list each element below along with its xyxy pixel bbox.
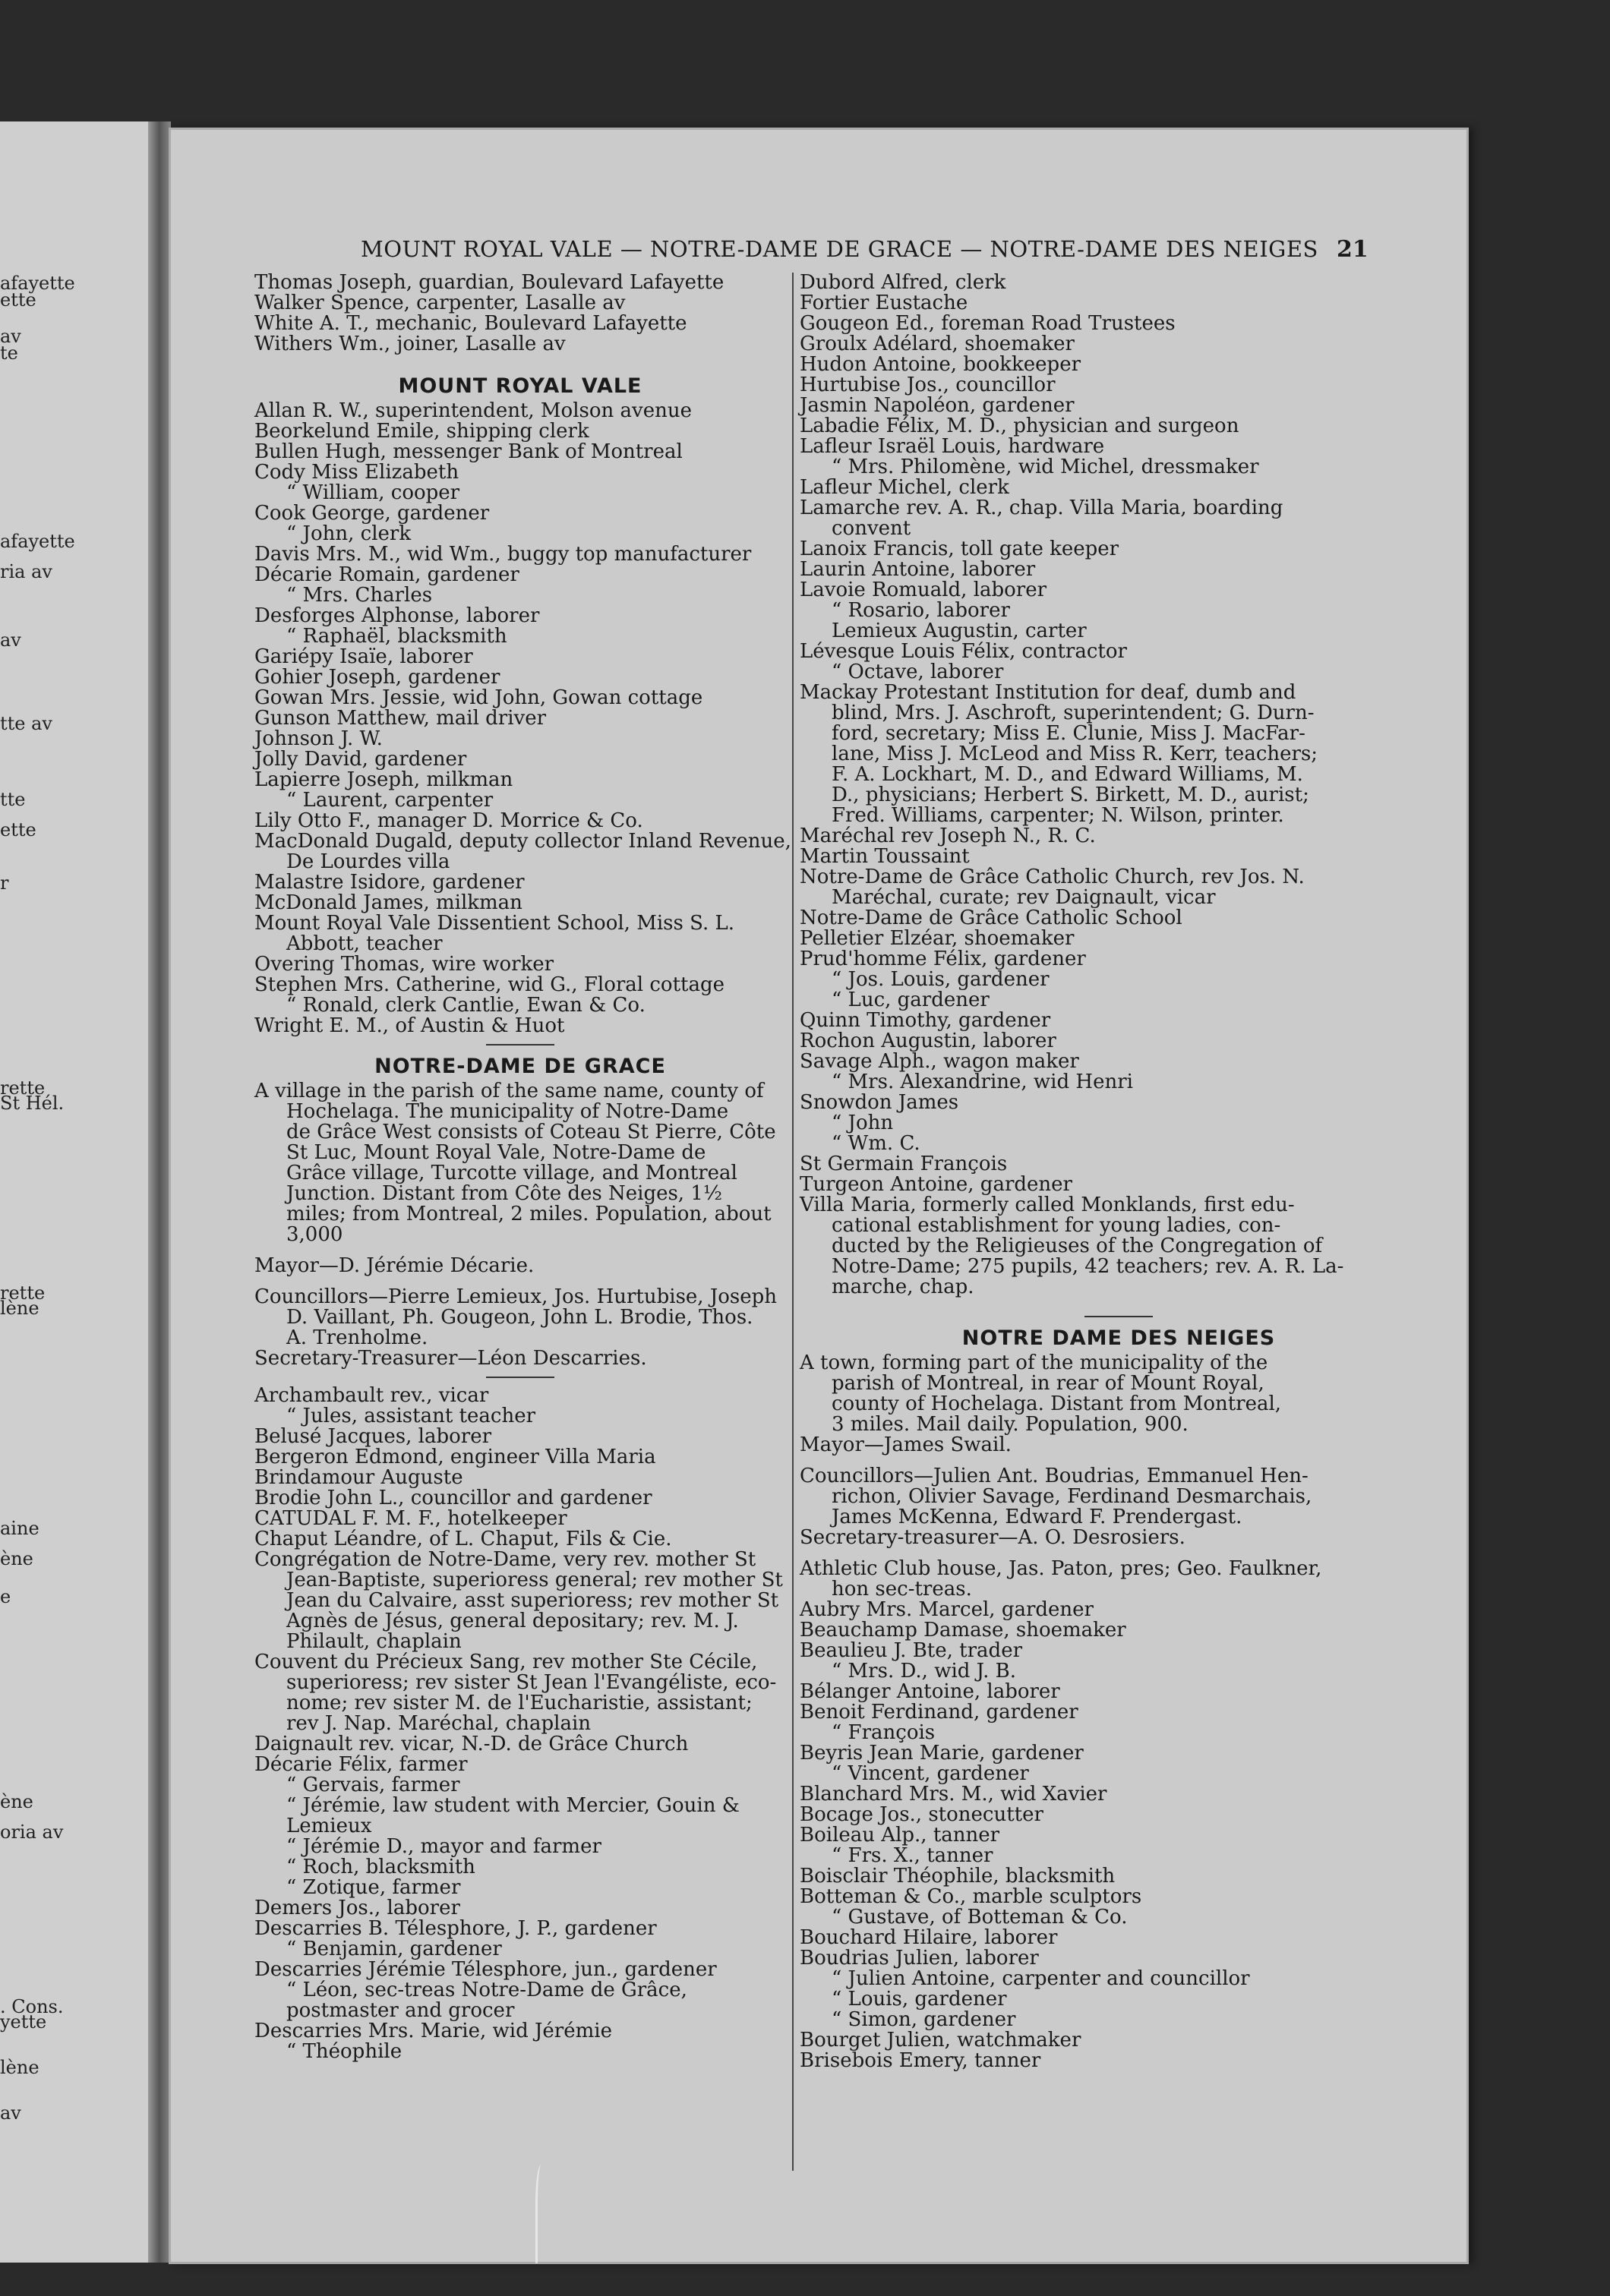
directory-entry: “ Gustave, of Botteman & Co. bbox=[832, 1906, 1128, 1929]
town-description: A town, forming part of the municipality of the bbox=[800, 1351, 1268, 1374]
town-description: 3,000 bbox=[286, 1223, 343, 1246]
directory-entry: Laurin Antoine, laborer bbox=[800, 558, 1036, 581]
left-page-edge bbox=[0, 121, 153, 2263]
directory-entry: D., physicians; Herbert S. Birkett, M. D., aurist; bbox=[832, 784, 1309, 806]
directory-entry: Gohier Joseph, gardener bbox=[254, 666, 500, 689]
town-description: county of Hochelaga. Distant from Montreal, bbox=[832, 1392, 1282, 1415]
directory-entry: Desforges Alphonse, laborer bbox=[254, 604, 540, 627]
directory-entry: “ Luc, gardener bbox=[832, 989, 990, 1011]
section-heading: NOTRE DAME DES NEIGES bbox=[961, 1326, 1276, 1350]
left-page-fragment: . Cons. bbox=[0, 1996, 64, 2017]
directory-entry: Notre-Dame; 275 pupils, 42 teachers; rev. A. R. La- bbox=[832, 1255, 1344, 1278]
left-page-fragment: te bbox=[0, 342, 18, 364]
directory-entry: blind, Mrs. J. Aschroft, superintendent; G. Durn- bbox=[832, 702, 1315, 724]
town-description: Junction. Distant from Côte des Neiges, 1½ bbox=[286, 1182, 723, 1205]
directory-entry: Turgeon Antoine, gardener bbox=[800, 1173, 1072, 1196]
directory-entry: “ Ronald, clerk Cantlie, Ewan & Co. bbox=[286, 994, 646, 1017]
directory-entry: F. A. Lockhart, M. D., and Edward Williams, M. bbox=[832, 763, 1303, 786]
directory-entry: “ Théophile bbox=[286, 2040, 402, 2063]
directory-entry: Fred. Williams, carpenter; N. Wilson, printer. bbox=[832, 804, 1284, 827]
directory-entry: Prud'homme Félix, gardener bbox=[800, 948, 1086, 970]
directory-entry: Brisebois Emery, tanner bbox=[800, 2049, 1041, 2072]
town-description: de Grâce West consists of Coteau St Pierre, Côte bbox=[286, 1121, 776, 1143]
directory-entry: “ Vincent, gardener bbox=[832, 1762, 1029, 1785]
directory-entry: Allan R. W., superintendent, Molson avenue bbox=[254, 399, 692, 422]
directory-entry: McDonald James, milkman bbox=[254, 891, 522, 914]
left-page-fragment: rette bbox=[0, 1077, 46, 1099]
directory-entry: “ Gervais, farmer bbox=[286, 1774, 460, 1796]
directory-entry: Décarie Félix, farmer bbox=[254, 1753, 468, 1776]
directory-entry: De Lourdes villa bbox=[286, 850, 450, 873]
left-page-fragment: ène bbox=[0, 1548, 33, 1569]
left-page-fragment: yette bbox=[0, 2011, 47, 2033]
left-page-fragment: lène bbox=[0, 2057, 39, 2078]
directory-entry: Descarries Jérémie Télesphore, jun., gardener bbox=[254, 1958, 717, 1981]
directory-entry: Beyris Jean Marie, gardener bbox=[800, 1742, 1084, 1765]
directory-entry: Jean du Calvaire, asst superioress; rev mother St bbox=[286, 1589, 779, 1612]
directory-entry: Notre-Dame de Grâce Catholic School bbox=[800, 907, 1182, 929]
directory-entry: Fortier Eustache bbox=[800, 292, 968, 314]
directory-entry: “ Benjamin, gardener bbox=[286, 1938, 502, 1960]
directory-entry: Hurtubise Jos., councillor bbox=[800, 374, 1056, 396]
directory-entry: “ Wm. C. bbox=[832, 1132, 920, 1155]
secretary-line: Secretary-treasurer—A. O. Desrosiers. bbox=[800, 1526, 1185, 1549]
directory-entry: Boisclair Théophile, blacksmith bbox=[800, 1865, 1116, 1888]
directory-entry: Bullen Hugh, messenger Bank of Montreal bbox=[254, 440, 683, 463]
councillors-line: James McKenna, Edward F. Prendergast. bbox=[832, 1506, 1242, 1528]
directory-entry: Agnès de Jésus, general depositary; rev. M. J. bbox=[286, 1610, 739, 1632]
town-description: parish of Montreal, in rear of Mount Royal, bbox=[832, 1372, 1264, 1395]
directory-entry: hon sec-treas. bbox=[832, 1578, 972, 1601]
directory-entry: “ Louis, gardener bbox=[832, 1988, 1007, 2011]
left-page-fragment: oria av bbox=[0, 1821, 64, 1843]
directory-entry: Philault, chaplain bbox=[286, 1630, 462, 1653]
directory-entry: Lavoie Romuald, laborer bbox=[800, 579, 1047, 601]
book-gutter bbox=[148, 121, 171, 2263]
directory-entry: Jolly David, gardener bbox=[254, 748, 467, 771]
directory-entry: marche, chap. bbox=[832, 1276, 974, 1298]
directory-entry: Lemieux bbox=[286, 1815, 372, 1837]
directory-entry: Rochon Augustin, laborer bbox=[800, 1030, 1056, 1052]
directory-entry: Pelletier Elzéar, shoemaker bbox=[800, 927, 1075, 950]
directory-entry: “ Léon, sec-treas Notre-Dame de Grâce, bbox=[286, 1979, 687, 2001]
mayor-line: Mayor—James Swail. bbox=[800, 1433, 1012, 1456]
directory-entry: “ William, cooper bbox=[286, 481, 460, 504]
directory-entry: Abbott, teacher bbox=[286, 932, 443, 955]
directory-entry: “ Jos. Louis, gardener bbox=[832, 968, 1050, 991]
directory-entry: Archambault rev., vicar bbox=[254, 1384, 489, 1407]
left-page-fragment: lène bbox=[0, 1298, 39, 1319]
directory-entry: Villa Maria, formerly called Monklands, first edu- bbox=[800, 1194, 1295, 1216]
directory-entry: “ Jules, assistant teacher bbox=[286, 1405, 536, 1427]
directory-entry: postmaster and grocer bbox=[286, 1999, 515, 2022]
directory-entry: “ Raphaël, blacksmith bbox=[286, 625, 507, 648]
directory-entry: Belusé Jacques, laborer bbox=[254, 1425, 492, 1448]
councillors-line: A. Trenholme. bbox=[286, 1326, 428, 1349]
directory-entry: Walker Spence, carpenter, Lasalle av bbox=[254, 292, 626, 314]
directory-entry: Gunson Matthew, mail driver bbox=[254, 707, 547, 730]
directory-entry: Descarries Mrs. Marie, wid Jérémie bbox=[254, 2020, 612, 2042]
directory-entry: Notre-Dame de Grâce Catholic Church, rev Jos. N. bbox=[800, 866, 1305, 888]
directory-entry: Gariépy Isaïe, laborer bbox=[254, 645, 473, 668]
mayor-line: Mayor—D. Jérémie Décarie. bbox=[254, 1254, 535, 1277]
directory-entry: Brindamour Auguste bbox=[254, 1466, 463, 1489]
directory-entry: rev J. Nap. Maréchal, chaplain bbox=[286, 1712, 592, 1735]
directory-entry: Beauchamp Damase, shoemaker bbox=[800, 1619, 1126, 1642]
directory-entry: “ Zotique, farmer bbox=[286, 1876, 461, 1899]
directory-entry: Quinn Timothy, gardener bbox=[800, 1009, 1051, 1032]
town-description: miles; from Montreal, 2 miles. Population, about bbox=[286, 1203, 772, 1225]
directory-entry: Beorkelund Emile, shipping clerk bbox=[254, 420, 589, 443]
directory-entry: Lanoix Francis, toll gate keeper bbox=[800, 538, 1119, 560]
directory-entry: “ Frs. X., tanner bbox=[832, 1844, 993, 1867]
directory-entry: “ Mrs. Charles bbox=[286, 584, 433, 607]
directory-entry: Lévesque Louis Félix, contractor bbox=[800, 640, 1127, 663]
directory-entry: Benoit Ferdinand, gardener bbox=[800, 1701, 1078, 1724]
directory-entry: “ Mrs. D., wid J. B. bbox=[832, 1660, 1016, 1683]
directory-entry: Brodie John L., councillor and gardener bbox=[254, 1487, 652, 1509]
directory-entry: Bourget Julien, watchmaker bbox=[800, 2029, 1081, 2052]
directory-entry: Lily Otto F., manager D. Morrice & Co. bbox=[254, 809, 643, 832]
left-page-fragment: ette bbox=[0, 819, 36, 840]
directory-entry: ducted by the Religieuses of the Congregation of bbox=[832, 1235, 1323, 1257]
directory-entry: Labadie Félix, M. D., physician and surgeon bbox=[800, 415, 1239, 437]
spacer bbox=[254, 355, 786, 365]
town-description: St Luc, Mount Royal Vale, Notre-Dame de bbox=[286, 1141, 706, 1164]
directory-entry: “ Julien Antoine, carpenter and councillor bbox=[832, 1967, 1250, 1990]
directory-entry: Boileau Alp., tanner bbox=[800, 1824, 1000, 1847]
directory-entry: Boudrias Julien, laborer bbox=[800, 1947, 1039, 1970]
directory-entry: “ Octave, laborer bbox=[832, 661, 1004, 683]
directory-entry: Wright E. M., of Austin & Huot bbox=[254, 1014, 565, 1037]
directory-entry: Lafleur Michel, clerk bbox=[800, 476, 1009, 499]
directory-entry: Withers Wm., joiner, Lasalle av bbox=[254, 333, 566, 355]
directory-entry: Couvent du Précieux Sang, rev mother Ste Cécile, bbox=[254, 1651, 758, 1673]
directory-entry: Snowdon James bbox=[800, 1091, 959, 1114]
left-page-fragment: St Hél. bbox=[0, 1093, 65, 1114]
left-page-fragment: afayette bbox=[0, 531, 75, 552]
directory-entry: Bergeron Edmond, engineer Villa Maria bbox=[254, 1446, 656, 1468]
directory-entry: Lafleur Israël Louis, hardware bbox=[800, 435, 1105, 458]
directory-entry: Maréchal rev Joseph N., R. C. bbox=[800, 825, 1096, 847]
directory-entry: lane, Miss J. McLeod and Miss R. Kerr, teachers; bbox=[832, 743, 1318, 765]
left-page-fragment: afayette bbox=[0, 273, 75, 294]
directory-entry: Décarie Romain, gardener bbox=[254, 563, 519, 586]
directory-entry: Jean-Baptiste, superioress general; rev mother St bbox=[286, 1569, 783, 1591]
left-page-fragment: av bbox=[0, 629, 21, 651]
directory-entry: Lapierre Joseph, milkman bbox=[254, 768, 513, 791]
directory-entry: “ Mrs. Alexandrine, wid Henri bbox=[832, 1071, 1133, 1093]
directory-entry: Cook George, gardener bbox=[254, 502, 490, 525]
section-heading: MOUNT ROYAL VALE bbox=[398, 374, 642, 398]
directory-entry: “ François bbox=[832, 1721, 936, 1744]
directory-entry: “ Mrs. Philomène, wid Michel, dressmaker bbox=[832, 456, 1259, 478]
directory-entry: MacDonald Dugald, deputy collector Inland Revenue, bbox=[254, 830, 791, 853]
directory-entry: Overing Thomas, wire worker bbox=[254, 953, 554, 976]
directory-entry: White A. T., mechanic, Boulevard Lafayette bbox=[254, 312, 687, 335]
directory-entry: Groulx Adélard, shoemaker bbox=[800, 333, 1075, 355]
councillors-line: richon, Olivier Savage, Ferdinand Desmarchais, bbox=[832, 1485, 1312, 1508]
directory-entry: Athletic Club house, Jas. Paton, pres; Geo. Faulkner, bbox=[800, 1557, 1322, 1580]
councillors-line: D. Vaillant, Ph. Gougeon, John L. Brodie, Thos. bbox=[286, 1306, 753, 1329]
councillors-line: Councillors—Pierre Lemieux, Jos. Hurtubise, Joseph bbox=[254, 1285, 778, 1308]
directory-entry: Bélanger Antoine, laborer bbox=[800, 1680, 1060, 1703]
town-description: Hochelaga. The municipality of Notre-Dame bbox=[286, 1100, 729, 1123]
directory-entry: superioress; rev sister St Jean l'Evangéliste, eco- bbox=[286, 1671, 777, 1694]
directory-entry: Chaput Léandre, of L. Chaput, Fils & Cie. bbox=[254, 1528, 672, 1550]
directory-entry: St Germain François bbox=[800, 1153, 1008, 1175]
directory-entry: Hudon Antoine, bookkeeper bbox=[800, 353, 1081, 376]
directory-entry: Aubry Mrs. Marcel, gardener bbox=[800, 1598, 1094, 1621]
section-divider bbox=[1084, 1316, 1153, 1317]
directory-entry: Bocage Jos., stonecutter bbox=[800, 1803, 1043, 1826]
directory-entry: Davis Mrs. M., wid Wm., buggy top manufacturer bbox=[254, 543, 752, 566]
directory-entry: Dubord Alfred, clerk bbox=[800, 271, 1006, 294]
left-page-fragment: tte bbox=[0, 789, 26, 810]
directory-entry: nome; rev sister M. de l'Eucharistie, assistant; bbox=[286, 1692, 753, 1714]
directory-page bbox=[169, 128, 1469, 2264]
left-column bbox=[254, 271, 791, 2063]
left-page-fragment: aine bbox=[0, 1518, 39, 1539]
directory-entry: Martin Toussaint bbox=[800, 845, 970, 868]
left-page-fragment: tte av bbox=[0, 713, 52, 734]
directory-entry: Botteman & Co., marble sculptors bbox=[800, 1885, 1142, 1908]
left-page-fragment: ette bbox=[0, 289, 36, 311]
directory-entry: convent bbox=[832, 517, 911, 540]
directory-entry: Demers Jos., laborer bbox=[254, 1897, 460, 1919]
spacer bbox=[800, 1298, 1438, 1308]
town-description: A village in the parish of the same name, county of bbox=[254, 1080, 764, 1102]
directory-entry: Daignault rev. vicar, N.-D. de Grâce Church bbox=[254, 1733, 689, 1755]
left-page-fragment: rette bbox=[0, 1282, 46, 1304]
directory-entry: Congrégation de Notre-Dame, very rev. mother St bbox=[254, 1548, 756, 1571]
left-page-fragment: av bbox=[0, 2102, 21, 2124]
directory-entry: ford, secretary; Miss E. Clunie, Miss J. MacFar- bbox=[832, 722, 1305, 745]
directory-entry: Maréchal, curate; rev Daignault, vicar bbox=[832, 886, 1216, 909]
left-page-fragment: e bbox=[0, 1586, 11, 1607]
directory-entry: “ Simon, gardener bbox=[832, 2008, 1016, 2031]
directory-entry: Cody Miss Elizabeth bbox=[254, 461, 459, 484]
directory-entry: cational establishment for young ladies, con- bbox=[832, 1214, 1281, 1237]
directory-entry: CATUDAL F. M. F., hotelkeeper bbox=[254, 1507, 567, 1530]
directory-entry: Bouchard Hilaire, laborer bbox=[800, 1926, 1058, 1949]
directory-entry: Descarries B. Télesphore, J. P., gardener bbox=[254, 1917, 657, 1940]
directory-entry: Lemieux Augustin, carter bbox=[832, 620, 1087, 642]
directory-entry: Malastre Isidore, gardener bbox=[254, 871, 525, 894]
left-page-fragment: ria av bbox=[0, 561, 52, 582]
councillors-line: Councillors—Julien Ant. Boudrias, Emmanuel Hen- bbox=[800, 1465, 1309, 1487]
right-column bbox=[792, 273, 1438, 2171]
directory-entry: “ Rosario, laborer bbox=[832, 599, 1010, 622]
page-crease-mark bbox=[535, 2165, 550, 2263]
left-page-fragment: r bbox=[0, 872, 9, 894]
directory-entry: “ Jérémie, law student with Mercier, Gouin & bbox=[286, 1794, 740, 1817]
directory-entry: Mackay Protestant Institution for deaf, dumb and bbox=[800, 681, 1296, 704]
running-header: MOUNT ROYAL VALE — NOTRE-DAME DE GRACE — NOTRE-DAME DES NEIGES bbox=[361, 236, 1318, 262]
directory-entry: Johnson J. W. bbox=[254, 727, 383, 750]
town-description: 3 miles. Mail daily. Population, 900. bbox=[832, 1413, 1189, 1436]
directory-entry: Savage Alph., wagon maker bbox=[800, 1050, 1079, 1073]
section-divider bbox=[486, 1377, 554, 1378]
town-description: Grâce village, Turcotte village, and Montreal bbox=[286, 1162, 737, 1184]
secretary-line: Secretary-Treasurer—Léon Descarries. bbox=[254, 1347, 647, 1370]
directory-entry: Beaulieu J. Bte, trader bbox=[800, 1639, 1023, 1662]
directory-entry: Mount Royal Vale Dissentient School, Miss S. L. bbox=[254, 912, 735, 935]
directory-entry: “ Jérémie D., mayor and farmer bbox=[286, 1835, 601, 1858]
directory-entry: Jasmin Napoléon, gardener bbox=[800, 394, 1075, 417]
left-page-fragment: av bbox=[0, 326, 21, 347]
directory-entry: Thomas Joseph, guardian, Boulevard Lafayette bbox=[254, 271, 724, 294]
directory-entry: Lamarche rev. A. R., chap. Villa Maria, boarding bbox=[800, 497, 1283, 519]
section-divider bbox=[486, 1044, 554, 1046]
directory-entry: Gougeon Ed., foreman Road Trustees bbox=[800, 312, 1176, 335]
page-number: 21 bbox=[1337, 236, 1368, 263]
directory-entry: Stephen Mrs. Catherine, wid G., Floral cottage bbox=[254, 973, 725, 996]
directory-entry: Blanchard Mrs. M., wid Xavier bbox=[800, 1783, 1107, 1806]
section-heading: NOTRE-DAME DE GRACE bbox=[374, 1055, 666, 1078]
directory-entry: “ John, clerk bbox=[286, 522, 412, 545]
directory-entry: Gowan Mrs. Jessie, wid John, Gowan cottage bbox=[254, 686, 703, 709]
directory-entry: “ John bbox=[832, 1112, 894, 1134]
left-page-fragment: ène bbox=[0, 1791, 33, 1812]
directory-entry: “ Laurent, carpenter bbox=[286, 789, 494, 812]
directory-entry: “ Roch, blacksmith bbox=[286, 1856, 475, 1878]
